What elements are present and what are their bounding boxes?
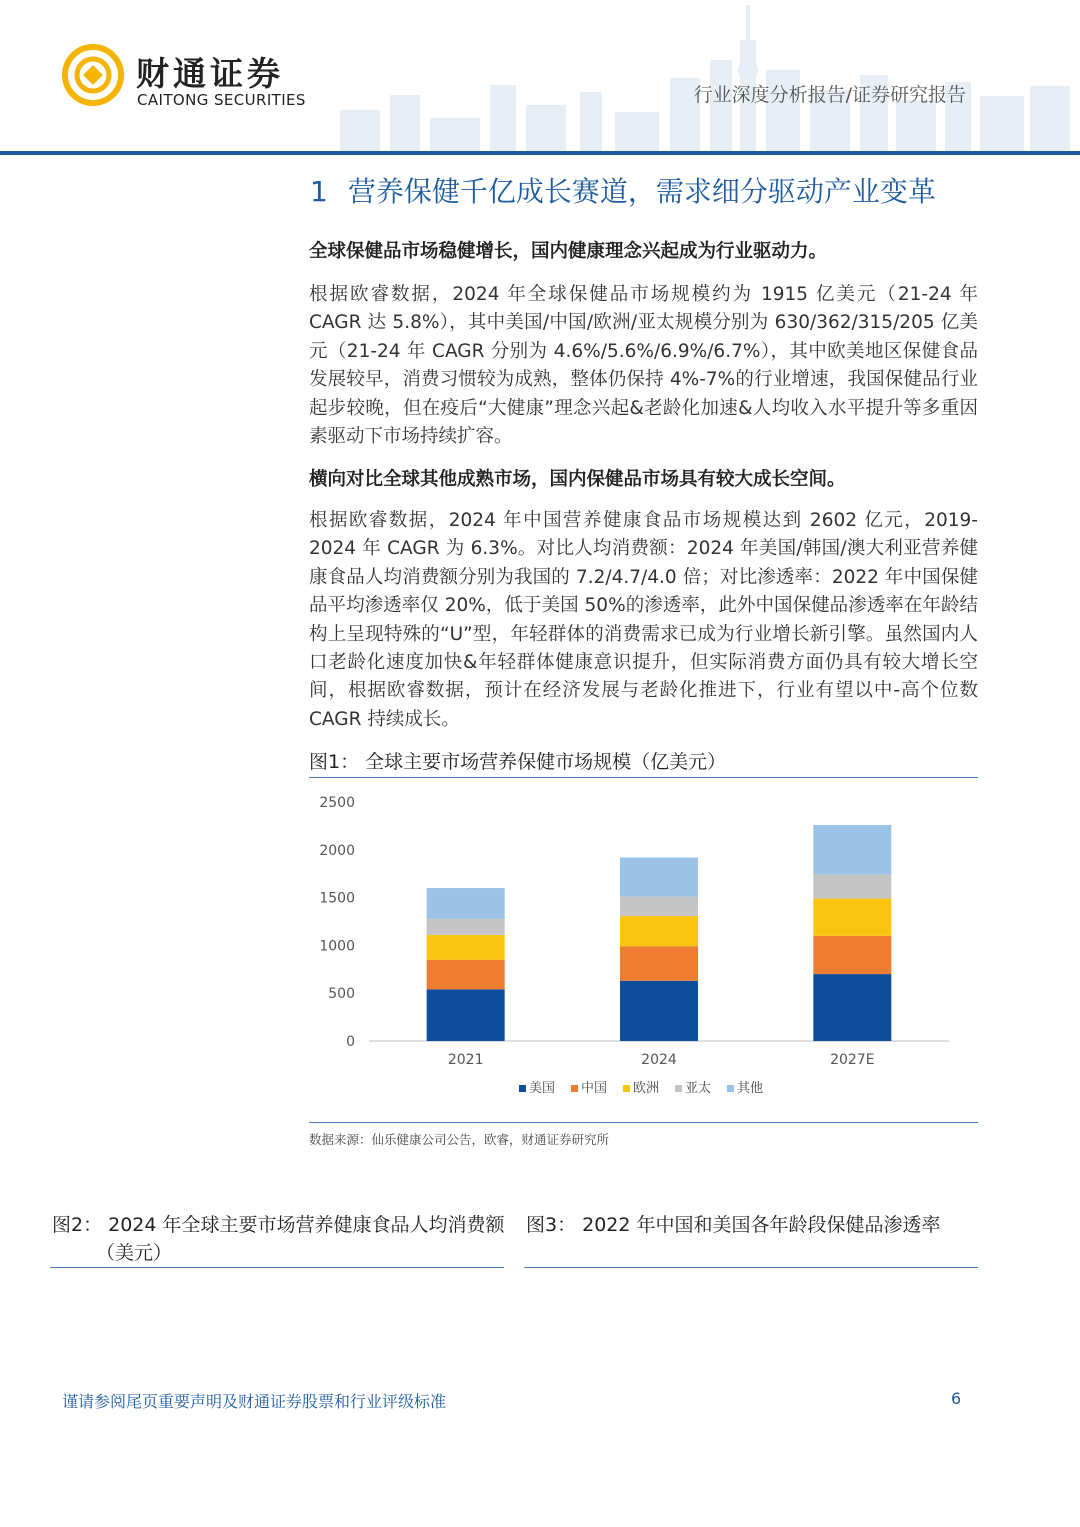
y-tick-label: 2000 [319, 842, 355, 859]
figure1-bottom-rule [309, 1122, 978, 1123]
x-tick-label: 2024 [641, 1052, 677, 1068]
figure1-top-rule [309, 777, 978, 778]
y-tick-label: 1000 [319, 938, 355, 955]
section-number: 1 [310, 175, 328, 208]
bar-segment-欧洲 [813, 899, 891, 936]
legend-swatch [675, 1085, 682, 1092]
figure2-title-line1: 图2： 2024 年全球主要市场营养健康食品人均消费额 [52, 1214, 505, 1236]
logo-english-name: CAITONG SECURITIES [137, 91, 306, 109]
y-tick-label: 1500 [319, 890, 355, 907]
bar-segment-美国 [620, 981, 698, 1041]
page-header [0, 0, 1080, 156]
report-type-label: 行业深度分析报告/证券研究报告 [693, 84, 966, 106]
city-skyline-decoration [330, 0, 1080, 152]
paragraph-body-2: 根据欧睿数据，2024 年中国营养健康食品市场规模达到 2602 亿元，2019-2024 年 CAGR 为 6.3%。对比人均消费额：2024 年美国/韩国/澳大利亚营养健康食品人均消费额分别为我国的 7.2/4.7/4.0 倍；对比渗透率：2022 年中国保健品平均渗透率仅 20%，低于美国 50%的渗透率，此外中国保健品渗透率在年龄结构上呈现特殊的“U”型，年轻群体的消费需求已成为行业增长新引擎。虽然国内人口老龄化速度加快&年轻群体健康意识提升，但实际消费方面仍具有较大增长空间，根据欧睿数据，预计在经济发展与老龄化推进下，行业有望以中-高个位数 CAGR 持续成长。 [309, 510, 978, 730]
section-title-text: 营养保健千亿成长赛道，需求细分驱动产业变革 [347, 175, 936, 208]
bar-segment-亚太 [620, 896, 698, 916]
legend-swatch [519, 1085, 526, 1092]
legend-swatch [623, 1085, 630, 1092]
market-size-stacked-bar-chart [309, 782, 978, 1122]
legend-swatch [571, 1085, 578, 1092]
figure2-rule [50, 1267, 504, 1268]
header-divider [0, 151, 1080, 155]
bar-segment-美国 [427, 989, 505, 1041]
legend-label: 其他 [737, 1081, 764, 1096]
y-tick-label: 2500 [319, 795, 355, 811]
legend-label: 中国 [581, 1081, 608, 1096]
figure2-title-line2: （美元） [96, 1242, 173, 1264]
legend-label: 亚太 [685, 1081, 712, 1096]
bar-segment-中国 [813, 936, 891, 974]
paragraph-body-1: 根据欧睿数据，2024 年全球保健品市场规模约为 1915 亿美元（21-24 年 CAGR 达 5.8%），其中美国/中国/欧洲/亚太规模分别为 630/362/315/205 亿美元（21-24 年 CAGR 分别为 4.6%/5.6%/6.9%/6.7%），其中欧美地区保健食品发展较早，消费习惯较为成熟，整体仍保持 4%-7%的行业增速，我国保健品行业起步较晚，但在疫后“大健康”理念兴起&老龄化加速&人均收入水平提升等多重因素驱动下市场持续扩容。 [309, 284, 978, 448]
figure1-title: 图1： 全球主要市场营养保健市场规模（亿美元） [309, 751, 727, 773]
legend-label: 美国 [529, 1081, 556, 1096]
legend-label: 欧洲 [633, 1081, 660, 1096]
section-heading [310, 170, 936, 210]
page-number: 6 [951, 1389, 962, 1408]
legend-swatch [727, 1085, 734, 1092]
x-tick-label: 2027E [830, 1052, 875, 1068]
bar-segment-其他 [427, 888, 505, 919]
paragraph-lead-1: 全球保健品市场稳健增长，国内健康理念兴起成为行业驱动力。 [309, 241, 828, 262]
paragraph-lead-2: 横向对比全球其他成熟市场，国内保健品市场具有较大成长空间。 [309, 469, 846, 490]
y-tick-label: 500 [328, 986, 355, 1003]
bar-segment-其他 [813, 825, 891, 875]
figure3-title: 图3： 2022 年中国和美国各年龄段保健品渗透率 [526, 1214, 941, 1236]
figure1-source: 数据来源：仙乐健康公司公告，欧睿，财通证券研究所 [309, 1132, 610, 1147]
bar-segment-亚太 [427, 919, 505, 935]
bar-segment-欧洲 [427, 935, 505, 960]
bar-segment-美国 [813, 974, 891, 1041]
y-tick-label: 0 [346, 1034, 355, 1050]
disclaimer-footer: 谨请参阅尾页重要声明及财通证券股票和行业评级标准 [62, 1392, 447, 1411]
bar-segment-亚太 [813, 875, 891, 899]
bar-segment-其他 [620, 857, 698, 896]
bar-segment-中国 [427, 960, 505, 990]
figure2-title [52, 1211, 512, 1267]
bar-segment-中国 [620, 946, 698, 981]
figure3-rule [524, 1267, 978, 1268]
caitong-logo-icon [62, 44, 124, 106]
bar-segment-欧洲 [620, 916, 698, 946]
x-tick-label: 2021 [447, 1052, 484, 1068]
logo-chinese-name: 财通证券 [136, 54, 284, 93]
